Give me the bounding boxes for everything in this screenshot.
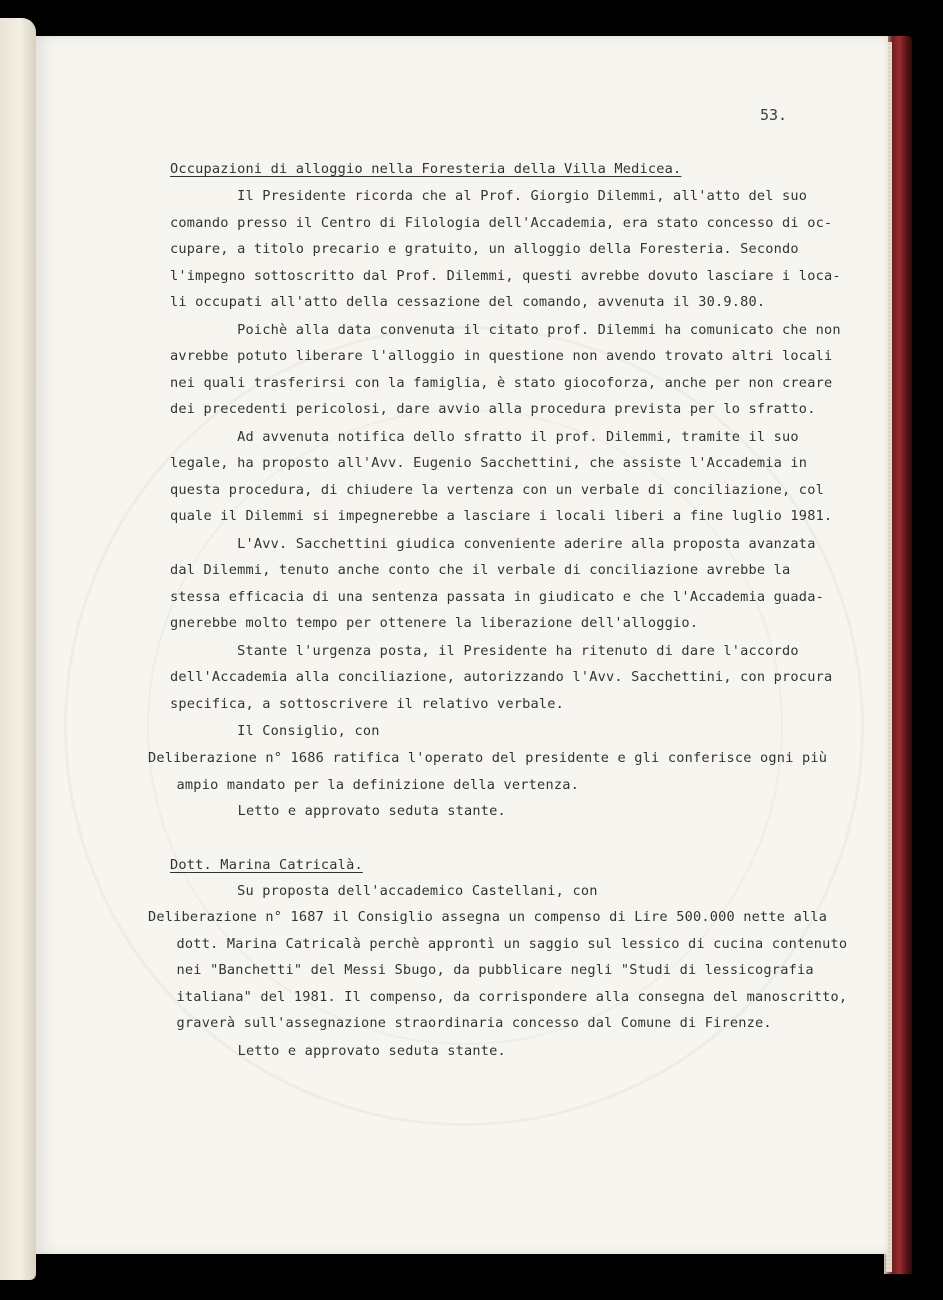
body-line: stessa efficacia di una sentenza passata in giudicato e che l'Accademia guada- (170, 589, 824, 605)
body-line: dei precedenti pericolosi, dare avvio alla procedura prevista per lo sfratto. (170, 401, 816, 417)
body-line: Stante l'urgenza posta, il Presidente ha ritenuto di dare l'accordo (170, 643, 799, 659)
section-heading-occupazioni: Occupazioni di alloggio nella Foresteria della Villa Medicea. (170, 161, 682, 177)
deliberation-line: dott. Marina Catricalà perchè approntì un saggio sul lessico di cucina contenuto (143, 936, 848, 952)
body-line: Il Presidente ricorda che al Prof. Giorgio Dilemmi, all'atto del suo (170, 188, 808, 204)
body-line: comando presso il Centro di Filologia dell'Accademia, era stato concesso di oc- (170, 215, 833, 231)
body-line: li occupati all'atto della cessazione del comando, avvenuta il 30.9.80. (170, 294, 766, 310)
body-line: dal Dilemmi, tenuto anche conto che il verbale di conciliazione avrebbe la (170, 562, 791, 578)
body-line: Il Consiglio, con (170, 723, 380, 739)
body-line: avrebbe potuto liberare l'alloggio in questione non avendo trovato altri locali (170, 348, 833, 364)
deliberation-line: ampio mandato per la definizione della vertenza. (143, 777, 579, 793)
body-line: Ad avvenuta notifica dello sfratto il prof. Dilemmi, tramite il suo (170, 429, 799, 445)
body-line: cupare, a titolo precario e gratuito, un alloggio della Foresteria. Secondo (170, 241, 799, 257)
body-line: quale il Dilemmi si impegnerebbe a lasciare i locali liberi a fine luglio 1981. (170, 508, 833, 524)
body-line: specifica, a sottoscrivere il relativo verbale. (170, 696, 565, 712)
approval-line: Letto e approvato seduta stante. (137, 803, 506, 819)
page-number: 53. (760, 106, 788, 124)
body-line: questa procedura, di chiudere la vertenza con un verbale di conciliazione, col (170, 482, 824, 498)
section-heading-catricala: Dott. Marina Catricalà. (170, 857, 363, 873)
body-line: Su proposta dell'accademico Castellani, con (170, 883, 598, 899)
body-line: gnerebbe molto tempo per ottenere la liberazione dell'alloggio. (170, 615, 699, 631)
body-line: l'impegno sottoscritto dal Prof. Dilemmi, questi avrebbe dovuto lasciare i loca- (170, 268, 841, 284)
body-line: Poichè alla data convenuta il citato prof. Dilemmi ha comunicato che non (170, 322, 841, 338)
document-page (36, 36, 888, 1254)
body-line: legale, ha proposto all'Avv. Eugenio Sacchettini, che assiste l'Accademia in (170, 455, 808, 471)
body-line: L'Avv. Sacchettini giudica conveniente aderire alla proposta avanzata (170, 536, 816, 552)
deliberation-line: graverà sull'assegnazione straordinaria concesso dal Comune di Firenze. (143, 1015, 772, 1031)
deliberation-line: Deliberazione n° 1686 ratifica l'operato del presidente e gli conferisce ogni più (148, 750, 828, 766)
body-line: dell'Accademia alla conciliazione, autorizzando l'Avv. Sacchettini, con procura (170, 669, 833, 685)
approval-line: Letto e approvato seduta stante. (137, 1043, 506, 1059)
deliberation-line: Deliberazione n° 1687 il Consiglio assegna un compenso di Lire 500.000 nette alla (148, 909, 828, 925)
deliberation-line: nei "Banchetti" del Messi Sbugo, da pubblicare negli "Studi di lessicografia (143, 962, 814, 978)
body-line: nei quali trasferirsi con la famiglia, è stato giocoforza, anche per non creare (170, 375, 833, 391)
facing-page-edge (0, 18, 36, 1280)
deliberation-line: italiana" del 1981. Il compenso, da corrispondere alla consegna del manoscritto, (143, 989, 848, 1005)
